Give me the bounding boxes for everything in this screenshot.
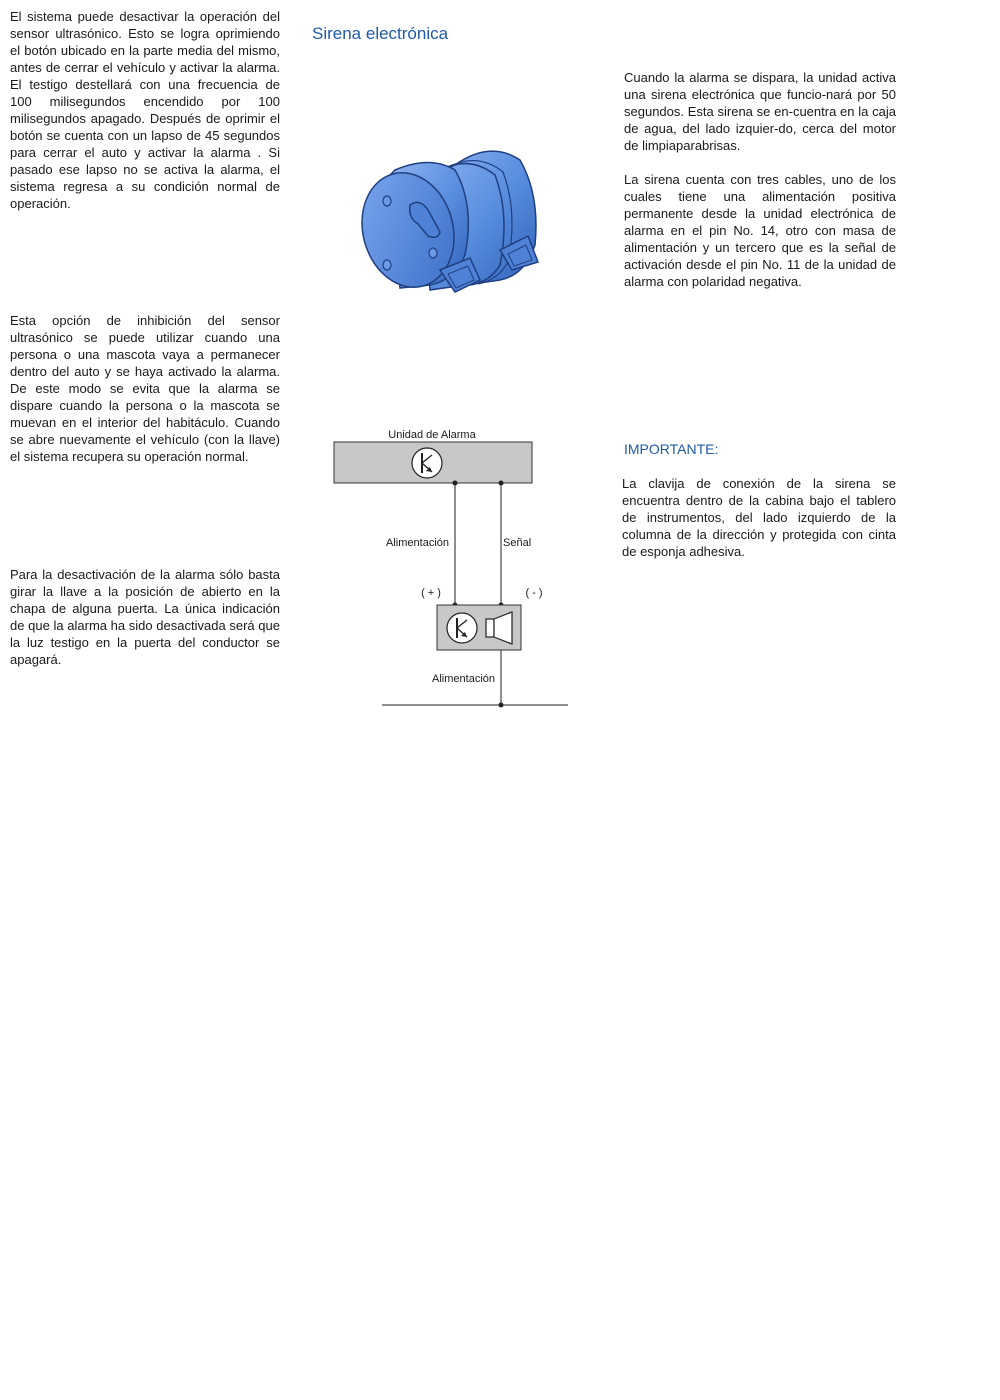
paragraph-inhibition-option: Esta opción de inhibición del sensor ultrasónico se puede utilizar cuando una persona o una mascota vaya a permanecer dentro del auto y se haya activado la alarma. De este modo se evita que la alarma se dispare cuando la persona o la mascota se muevan en el interior del habitáculo. Cuando se abre nuevamente el vehículo (con la llave) el sistema recupera su operación normal. bbox=[10, 313, 280, 464]
plus-label: ( + ) bbox=[421, 587, 441, 599]
minus-label: ( - ) bbox=[525, 587, 543, 599]
bottom-wire-label: Alimentación bbox=[432, 673, 495, 685]
unit-label: Unidad de Alarma bbox=[388, 429, 476, 441]
left-wire-label: Alimentación bbox=[386, 537, 449, 549]
section-title: Sirena electrónica bbox=[312, 24, 449, 43]
siren-box bbox=[437, 605, 521, 650]
alarm-unit-box bbox=[334, 442, 532, 483]
right-wire-label: Señal bbox=[503, 537, 532, 549]
siren-transistor-icon bbox=[447, 613, 477, 643]
paragraph-siren-cables: La sirena cuenta con tres cables, uno de los cuales tiene una alimentación positiva permanente desde la unidad electrónica de alarma en el pin No. 14, otro con masa de alimentación y un tercero que es la señal de activación desde el pin No. 11 de la unidad de alarma con polaridad negativa. bbox=[624, 172, 896, 289]
speaker-icon bbox=[486, 612, 512, 644]
important-heading: IMPORTANTE: bbox=[624, 441, 719, 457]
transistor-icon bbox=[412, 448, 442, 478]
paragraph-alarm-deactivation: Para la desactivación de la alarma sólo basta girar la llave a la posición de abierto en la chapa de alguna puerta. La única indicación de que la alarma ha sido desactivada será que la luz testigo en la puerta del conductor se apagará. bbox=[10, 567, 280, 667]
paragraph-sensor-deactivation: El sistema puede desactivar la operación del sensor ultrasónico. Esto se logra oprimiendo el botón ubicado en la parte media del mismo, antes de cerrar el vehículo y activar la alarma. El testigo destellará con una frecuencia de 100 milisegundos encendido por 100 milisegundos apagado. Después de oprimir el botón se cuenta con un lapso de 45 segundos para cerrar el auto y activar la alarma . Si pasado ese lapso no se activa la alarma, el sistema regresa a su condición normal de operación. bbox=[10, 9, 280, 211]
paragraph-connector-location: La clavija de conexión de la sirena se encuentra dentro de la cabina bajo el tablero de instrumentos, del lado izquierdo de la columna de la dirección y protegida con cinta de esponja adhesiva. bbox=[622, 476, 896, 559]
paragraph-siren-activation: Cuando la alarma se dispara, la unidad activa una sirena electrónica que funcio-nará por 50 segundos. Esta sirena se en-cuentra en la caja de agua, del lado izquier-do, cerca del motor de limpiaparabrisas. bbox=[624, 70, 896, 153]
